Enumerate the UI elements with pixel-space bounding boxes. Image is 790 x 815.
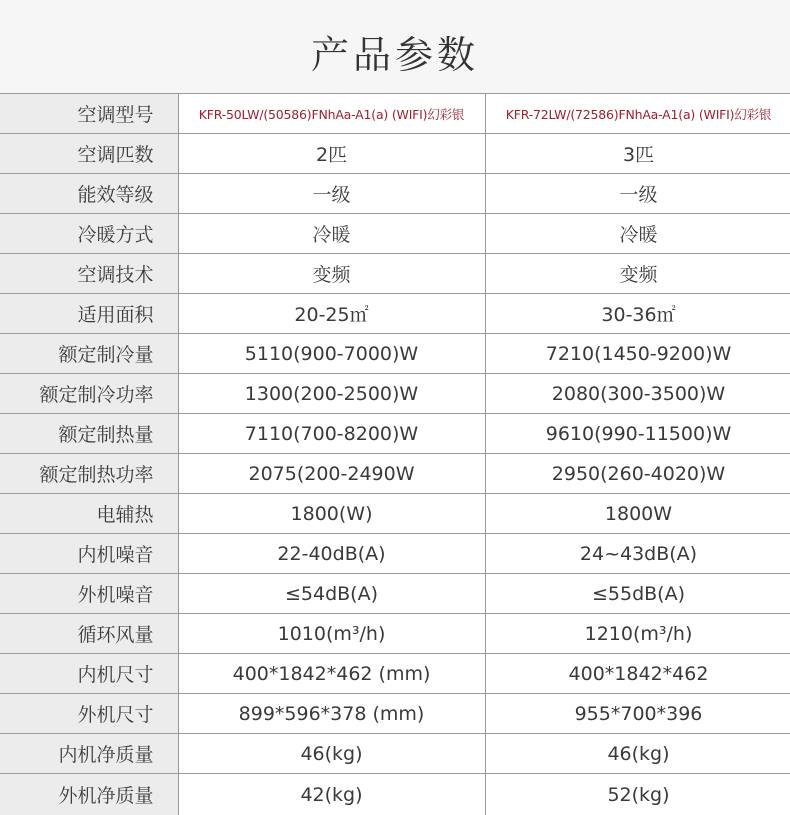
- spec-label: 空调技术: [0, 254, 178, 294]
- spec-value-model-1: 1300(200-2500)W: [178, 374, 485, 414]
- spec-label: 外机噪音: [0, 574, 178, 614]
- spec-row-energy-grade: [0, 174, 790, 214]
- spec-row-technology: [0, 254, 790, 294]
- spec-value-model-2: 400*1842*462: [485, 654, 790, 694]
- spec-value-model-1: 2匹: [178, 134, 485, 174]
- spec-row-outdoor-size: [0, 694, 790, 734]
- spec-value-model-2: ≤55dB(A): [485, 574, 790, 614]
- spec-label: 内机尺寸: [0, 654, 178, 694]
- spec-value-model-2: 7210(1450-9200)W: [485, 334, 790, 374]
- spec-label: 外机净质量: [0, 774, 178, 815]
- spec-label: 额定制冷功率: [0, 374, 178, 414]
- spec-value-model-2: 变频: [485, 254, 790, 294]
- spec-value-model-2: 52(kg): [485, 774, 790, 815]
- spec-value-model-2: 冷暖: [485, 214, 790, 254]
- spec-value-model-1: 7110(700-8200)W: [178, 414, 485, 454]
- spec-value-model-1: 1800(W): [178, 494, 485, 534]
- spec-value-model-1: 22-40dB(A): [178, 534, 485, 574]
- spec-value-model-1: 5110(900-7000)W: [178, 334, 485, 374]
- spec-label: 额定制热功率: [0, 454, 178, 494]
- spec-value-model-2: 955*700*396: [485, 694, 790, 734]
- spec-row-electric-heating: [0, 494, 790, 534]
- spec-row-indoor-size: [0, 654, 790, 694]
- spec-row-indoor-weight: [0, 734, 790, 774]
- spec-value-model-1: 一级: [178, 174, 485, 214]
- spec-value-model-2: 46(kg): [485, 734, 790, 774]
- spec-value-model-1: KFR-50LW/(50586)FNhAa-A1(a) (WIFI)幻彩银: [178, 94, 485, 134]
- spec-label: 电辅热: [0, 494, 178, 534]
- spec-value-model-1: 1010(m³/h): [178, 614, 485, 654]
- spec-row-outdoor-weight: [0, 774, 790, 815]
- spec-row-cooling-power: [0, 374, 790, 414]
- spec-label: 内机噪音: [0, 534, 178, 574]
- spec-label: 外机尺寸: [0, 694, 178, 734]
- spec-value-model-1: 899*596*378 (mm): [178, 694, 485, 734]
- spec-value-model-1: 46(kg): [178, 734, 485, 774]
- spec-value-model-2: 1210(m³/h): [485, 614, 790, 654]
- spec-value-model-1: ≤54dB(A): [178, 574, 485, 614]
- spec-value-model-1: 42(kg): [178, 774, 485, 815]
- spec-row-indoor-noise: [0, 534, 790, 574]
- spec-value-model-2: KFR-72LW/(72586)FNhAa-A1(a) (WIFI)幻彩银: [485, 94, 790, 134]
- spec-value-model-1: 2075(200-2490W: [178, 454, 485, 494]
- spec-row-airflow: [0, 614, 790, 654]
- spec-label: 额定制冷量: [0, 334, 178, 374]
- spec-value-model-1: 400*1842*462 (mm): [178, 654, 485, 694]
- page-title: 产品参数: [310, 33, 479, 77]
- spec-value-model-2: 30-36㎡: [485, 294, 790, 334]
- spec-label: 内机净质量: [0, 734, 178, 774]
- spec-row-cooling-capacity: [0, 334, 790, 374]
- spec-value-model-2: 2080(300-3500)W: [485, 374, 790, 414]
- spec-value-model-2: 1800W: [485, 494, 790, 534]
- spec-label: 循环风量: [0, 614, 178, 654]
- spec-row-heating-capacity: [0, 414, 790, 454]
- spec-row-model: [0, 94, 790, 134]
- spec-table: [0, 93, 790, 815]
- spec-value-model-2: 24~43dB(A): [485, 534, 790, 574]
- spec-row-heating-power: [0, 454, 790, 494]
- spec-label: 能效等级: [0, 174, 178, 214]
- spec-value-model-2: 9610(990-11500)W: [485, 414, 790, 454]
- spec-value-model-2: 2950(260-4020)W: [485, 454, 790, 494]
- spec-value-model-1: 变频: [178, 254, 485, 294]
- spec-row-area: [0, 294, 790, 334]
- spec-value-model-1: 冷暖: [178, 214, 485, 254]
- spec-label: 冷暖方式: [0, 214, 178, 254]
- spec-label: 空调匹数: [0, 134, 178, 174]
- header-banner: [0, 0, 790, 93]
- spec-label: 额定制热量: [0, 414, 178, 454]
- spec-value-model-2: 3匹: [485, 134, 790, 174]
- spec-row-outdoor-noise: [0, 574, 790, 614]
- spec-value-model-1: 20-25㎡: [178, 294, 485, 334]
- spec-row-heating-mode: [0, 214, 790, 254]
- spec-row-horsepower: [0, 134, 790, 174]
- spec-value-model-2: 一级: [485, 174, 790, 214]
- spec-label: 适用面积: [0, 294, 178, 334]
- spec-label: 空调型号: [0, 94, 178, 134]
